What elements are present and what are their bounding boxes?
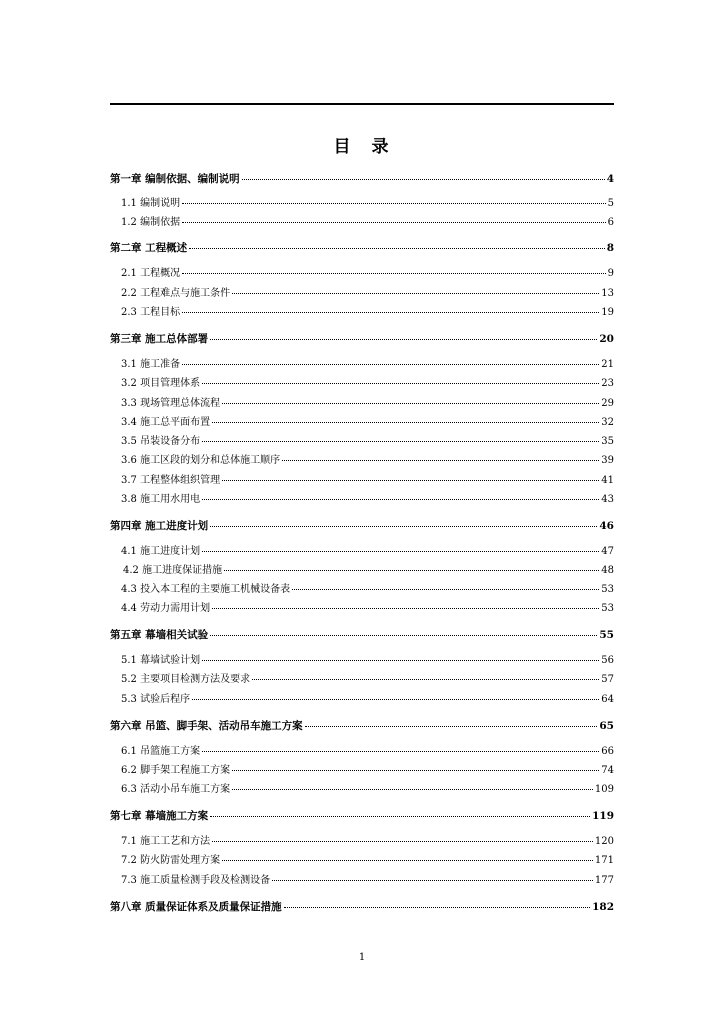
toc-label: 3.6 施工区段的划分和总体施工顺序 xyxy=(121,455,281,466)
toc-leader xyxy=(202,499,599,500)
toc-section[interactable] xyxy=(121,692,614,708)
toc-section[interactable] xyxy=(121,544,614,560)
page-number: 1 xyxy=(358,952,366,963)
toc-leader xyxy=(210,526,597,527)
toc-leader xyxy=(210,339,597,340)
toc-page: 171 xyxy=(594,855,614,866)
toc-label: 5.2 主要项目检测方法及要求 xyxy=(121,674,251,685)
toc-label: 3.4 施工总平面布置 xyxy=(121,417,211,428)
toc-leader xyxy=(182,203,606,204)
toc-label: 6.3 活动小吊车施工方案 xyxy=(121,784,231,795)
toc-leader xyxy=(222,480,599,481)
toc-chapter[interactable] xyxy=(110,627,614,643)
toc-page: 41 xyxy=(601,475,614,486)
toc-leader xyxy=(232,789,593,790)
toc-leader xyxy=(232,770,599,771)
toc-page: 6 xyxy=(607,217,614,228)
toc-label: 7.3 施工质量检测手段及检测设备 xyxy=(121,875,271,886)
toc-page: 39 xyxy=(601,455,614,466)
toc-label: 6.2 脚手架工程施工方案 xyxy=(121,765,231,776)
toc-section[interactable] xyxy=(121,453,614,469)
toc-label: 6.1 吊篮施工方案 xyxy=(121,746,201,757)
toc-label: 第七章 幕墙施工方案 xyxy=(110,810,209,822)
toc-section[interactable] xyxy=(121,215,614,231)
toc-label: 2.2 工程难点与施工条件 xyxy=(121,288,231,299)
toc-leader xyxy=(202,383,599,384)
toc-label: 3.5 吊装设备分布 xyxy=(121,436,201,447)
toc-page: 8 xyxy=(606,242,614,254)
toc-section[interactable] xyxy=(121,834,614,850)
toc-label: 7.2 防火防雷处理方案 xyxy=(121,855,221,866)
toc-leader xyxy=(252,679,599,680)
toc-leader xyxy=(202,441,599,442)
toc-section[interactable] xyxy=(121,286,614,302)
toc-section[interactable] xyxy=(121,853,614,869)
toc-leader xyxy=(224,570,599,571)
toc-page: 5 xyxy=(607,198,614,209)
toc-page: 35 xyxy=(601,436,614,447)
toc-leader xyxy=(212,841,593,842)
toc-label: 第四章 施工进度计划 xyxy=(110,520,209,532)
toc-label: 1.2 编制依据 xyxy=(121,217,181,228)
toc-leader xyxy=(182,222,606,223)
toc-leader xyxy=(189,248,605,249)
toc-label: 4.2 施工进度保证措施 xyxy=(123,565,223,576)
toc-leader xyxy=(182,312,599,313)
toc-section[interactable] xyxy=(121,492,614,508)
toc-section[interactable] xyxy=(121,266,614,282)
toc-leader xyxy=(284,907,590,908)
toc-section[interactable] xyxy=(121,782,614,798)
toc-section[interactable] xyxy=(121,415,614,431)
toc-leader xyxy=(202,551,599,552)
toc-page: 120 xyxy=(594,836,614,847)
toc-leader xyxy=(182,364,599,365)
toc-leader xyxy=(232,293,599,294)
toc-page: 32 xyxy=(601,417,614,428)
toc-page: 4 xyxy=(606,173,614,185)
toc-label: 第八章 质量保证体系及质量保证措施 xyxy=(110,901,282,913)
toc-label: 3.7 工程整体组织管理 xyxy=(121,475,221,486)
toc-label: 第一章 编制依据、编制说明 xyxy=(110,173,240,185)
toc-page: 74 xyxy=(601,765,614,776)
toc-label: 5.3 试验后程序 xyxy=(121,694,191,705)
toc-label: 3.1 施工准备 xyxy=(121,359,181,370)
toc-section[interactable] xyxy=(121,196,614,212)
toc-label: 第六章 吊篮、脚手架、活动吊车施工方案 xyxy=(110,720,303,732)
toc-leader xyxy=(210,816,590,817)
toc-page: 21 xyxy=(601,359,614,370)
toc-page: 20 xyxy=(599,333,614,345)
toc-leader xyxy=(210,635,597,636)
toc-label: 1.1 编制说明 xyxy=(121,198,181,209)
toc-page: 43 xyxy=(601,494,614,505)
toc-leader xyxy=(292,589,599,590)
toc-label: 3.2 项目管理体系 xyxy=(121,378,201,389)
toc-page: 55 xyxy=(599,629,614,641)
toc-section[interactable] xyxy=(121,763,614,779)
toc-section[interactable] xyxy=(121,396,614,412)
toc-page: 109 xyxy=(594,784,614,795)
toc-leader xyxy=(305,726,598,727)
toc-page: 46 xyxy=(599,520,614,532)
toc-label: 7.1 施工工艺和方法 xyxy=(121,836,211,847)
toc-section[interactable] xyxy=(121,357,614,373)
toc-leader xyxy=(272,880,593,881)
toc-label: 第五章 幕墙相关试验 xyxy=(110,629,209,641)
toc-chapter[interactable] xyxy=(110,331,614,347)
toc-label: 第三章 施工总体部署 xyxy=(110,333,209,345)
toc-section[interactable] xyxy=(121,744,614,760)
toc-page: 19 xyxy=(601,307,614,318)
toc-chapter[interactable] xyxy=(110,899,614,915)
toc-section[interactable] xyxy=(121,672,614,688)
toc-label: 3.8 施工用水用电 xyxy=(121,494,201,505)
toc-page: 57 xyxy=(601,674,614,685)
toc-chapter[interactable] xyxy=(110,518,614,534)
toc-leader xyxy=(282,460,599,461)
toc-leader xyxy=(242,179,605,180)
toc-leader xyxy=(192,699,599,700)
toc-page: 56 xyxy=(601,655,614,666)
toc-page: 65 xyxy=(599,720,614,732)
toc-page: 66 xyxy=(601,746,614,757)
toc-chapter[interactable] xyxy=(110,171,614,187)
toc-page: 47 xyxy=(601,546,614,557)
toc-label: 3.3 现场管理总体流程 xyxy=(121,398,221,409)
toc-section[interactable] xyxy=(121,376,614,392)
toc-section[interactable] xyxy=(121,873,614,889)
toc-section[interactable] xyxy=(121,582,614,598)
toc-section[interactable] xyxy=(121,653,614,669)
toc-section[interactable] xyxy=(121,473,614,489)
toc-page: 119 xyxy=(592,810,614,822)
toc-leader xyxy=(182,273,606,274)
toc-chapter[interactable] xyxy=(110,718,614,734)
toc-leader xyxy=(202,660,599,661)
toc-leader xyxy=(212,608,599,609)
toc-label: 2.3 工程目标 xyxy=(121,307,181,318)
toc-page: 13 xyxy=(601,288,614,299)
toc-page: 53 xyxy=(601,603,614,614)
toc-section[interactable] xyxy=(121,601,614,617)
toc-label: 第二章 工程概述 xyxy=(110,242,188,254)
toc-page: 48 xyxy=(601,565,614,576)
toc-section[interactable] xyxy=(123,563,614,579)
toc-label: 4.3 投入本工程的主要施工机械设备表 xyxy=(121,584,291,595)
toc-page: 29 xyxy=(601,398,614,409)
toc-section[interactable] xyxy=(121,434,614,450)
toc-page: 182 xyxy=(592,901,614,913)
toc-label: 5.1 幕墙试验计划 xyxy=(121,655,201,666)
toc-page: 9 xyxy=(607,268,614,279)
toc-page: 23 xyxy=(601,378,614,389)
toc-label: 4.4 劳动力需用计划 xyxy=(121,603,211,614)
toc-leader xyxy=(222,403,599,404)
toc-label: 2.1 工程概况 xyxy=(121,268,181,279)
toc-page: 64 xyxy=(601,694,614,705)
toc-leader xyxy=(202,751,599,752)
toc-leader xyxy=(212,422,599,423)
toc-chapter[interactable] xyxy=(110,240,614,256)
toc-chapter[interactable] xyxy=(110,808,614,824)
toc-page: 177 xyxy=(594,875,614,886)
toc-label: 4.1 施工进度计划 xyxy=(121,546,201,557)
toc-title: 目 录 xyxy=(333,137,391,157)
toc-leader xyxy=(222,860,593,861)
toc-section[interactable] xyxy=(121,305,614,321)
toc-page: 53 xyxy=(601,584,614,595)
